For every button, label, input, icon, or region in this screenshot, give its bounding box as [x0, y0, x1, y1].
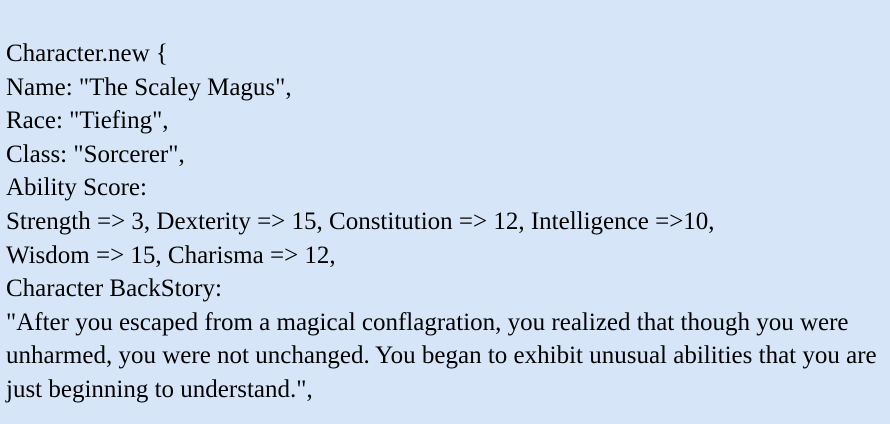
backstory-heading: Character BackStory: — [6, 275, 222, 303]
code-open-line: Character.new { — [6, 40, 168, 67]
ability-score-heading: Ability Score: — [6, 174, 147, 202]
character-definition-text — [6, 37, 886, 407]
ability-scores-line-2: Wisdom => 15, Charisma => 12, — [6, 241, 336, 269]
race-line: Race: "Tiefing", — [6, 107, 169, 135]
ability-scores-line-1: Strength => 3, Dexterity => 15, Constitution => 12, Intelligence =>10, — [6, 207, 715, 235]
name-line: Name: "The Scaley Magus", — [6, 73, 292, 101]
backstory-text: "After you escaped from a magical conflagration, you realized that though you were unharmed, you were not unchanged. You began to exhibit unusual abilities that you are just beginning to understand.", — [6, 308, 877, 403]
class-line: Class: "Sorcerer", — [6, 140, 185, 168]
